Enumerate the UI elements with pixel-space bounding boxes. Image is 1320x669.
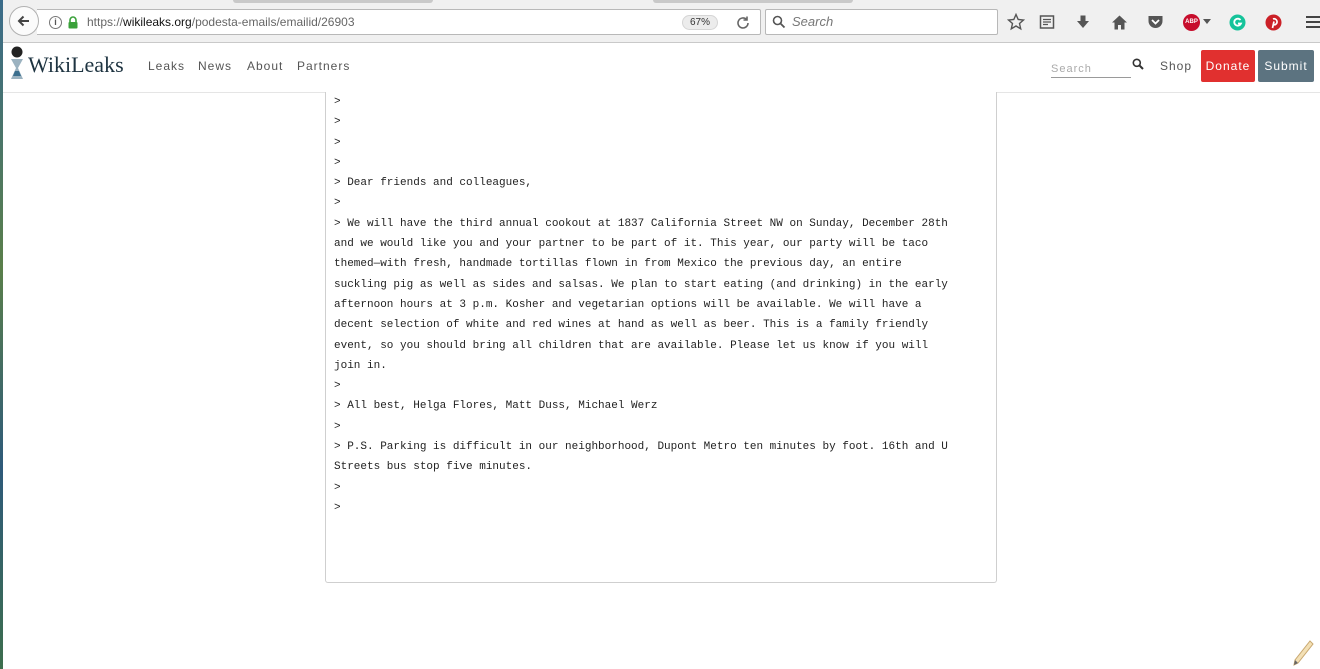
menu-icon[interactable]	[1303, 12, 1320, 32]
email-line: >	[334, 156, 341, 169]
email-line: >	[334, 96, 341, 108]
email-line: Streets bus stop five minutes.	[334, 461, 533, 474]
pencil-icon	[1292, 639, 1314, 667]
email-line: >	[334, 420, 341, 433]
browser-search-input[interactable]	[792, 14, 987, 29]
site-search-icon[interactable]	[1132, 58, 1144, 70]
nav-news[interactable]: News	[198, 59, 233, 73]
lock-icon	[67, 16, 79, 29]
back-button[interactable]	[9, 6, 39, 36]
pinterest-icon[interactable]	[1263, 12, 1283, 32]
email-line: >	[334, 481, 341, 494]
reload-icon[interactable]	[735, 15, 751, 31]
downloads-icon[interactable]	[1073, 12, 1093, 32]
site-logo[interactable]: WikiLeaks	[28, 52, 124, 77]
browser-search-box[interactable]	[765, 9, 998, 35]
hourglass-logo-icon[interactable]	[7, 46, 27, 82]
email-line: decent selection of white and red wines at hand as well as beer. This is a family friendly	[334, 319, 929, 332]
email-line: > All best, Helga Flores, Matt Duss, Michael Werz	[334, 400, 658, 413]
url-text[interactable]: https://wikileaks.org/podesta-emails/emailid/26903	[87, 15, 355, 29]
nav-partners[interactable]: Partners	[297, 59, 351, 73]
donate-button[interactable]: Donate	[1201, 50, 1255, 82]
email-line: suckling pig as well as sides and salsas. We plan to start eating (and drinking) in the early	[334, 278, 948, 291]
home-icon[interactable]	[1109, 12, 1129, 32]
adblock-plus-icon[interactable]: ABP	[1181, 12, 1213, 32]
desktop-edge	[0, 0, 3, 669]
reading-list-icon[interactable]	[1037, 12, 1057, 32]
email-line: join in.	[334, 359, 387, 372]
email-line: afternoon hours at 3 p.m. Kosher and vegetarian options will be available. We will have a	[334, 298, 922, 311]
back-arrow-icon	[16, 13, 32, 29]
email-content-panel	[325, 92, 997, 583]
email-line: >	[334, 501, 341, 514]
submit-button[interactable]: Submit	[1258, 50, 1314, 82]
email-line: > P.S. Parking is difficult in our neighborhood, Dupont Metro ten minutes by foot. 16th and U	[334, 441, 948, 454]
grammarly-icon[interactable]	[1227, 12, 1247, 32]
nav-leaks[interactable]: Leaks	[148, 59, 186, 73]
email-line: >	[334, 116, 341, 129]
email-line: and we would like you and your partner to be part of it. This year, our party will be taco	[334, 238, 929, 251]
email-line: event, so you should bring all children that are available. Please let us know if you will	[334, 339, 929, 352]
email-line: >	[334, 197, 341, 210]
tab-edge	[653, 0, 853, 3]
info-icon[interactable]: i	[49, 16, 62, 29]
email-line: >	[334, 136, 341, 149]
site-header	[3, 44, 1320, 93]
url-bar[interactable]	[37, 9, 761, 35]
nav-shop[interactable]: Shop	[1160, 59, 1193, 73]
search-icon	[772, 15, 786, 29]
site-search-input[interactable]	[1051, 56, 1131, 78]
email-line: > Dear friends and colleagues,	[334, 177, 533, 190]
email-body	[334, 92, 990, 518]
email-line: > We will have the third annual cookout at 1837 California Street NW on Sunday, December 28th	[334, 217, 948, 230]
pocket-icon[interactable]	[1145, 12, 1165, 32]
email-line: >	[334, 380, 341, 393]
zoom-level-badge[interactable]: 67%	[682, 15, 718, 30]
bookmark-star-icon[interactable]	[1006, 12, 1026, 32]
browser-toolbar	[3, 0, 1320, 43]
email-line: themed—with fresh, handmade tortillas flown in from Mexico the previous day, an entire	[334, 258, 902, 271]
tab-edge	[233, 0, 433, 3]
nav-about[interactable]: About	[247, 59, 284, 73]
